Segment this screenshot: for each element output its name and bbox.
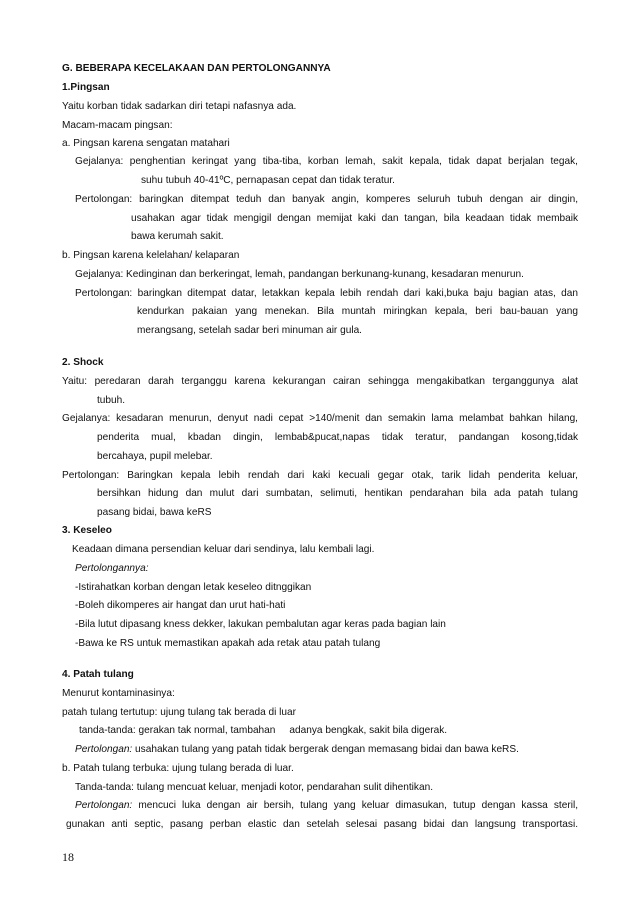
text-line: gunakan anti septic, pasang perban elastic dan setelah selesai pasang bidai dan langsung transportasi.: [66, 819, 578, 830]
list-item: -Bawa ke RS untuk memastikan apakah ada retak atau patah tulang: [75, 638, 381, 649]
text-line: tanda-tanda: gerakan tak normal, tambahan adanya bengkak, sakit bila digerak.: [79, 725, 448, 736]
text-line: usahakan agar tidak mengigil dengan memijat kaki dan tangan, bila keadaan tidak membaik: [131, 213, 578, 224]
list-item: -Bila lutut dipasang kness dekker, lakukan pembalutan agar keras pada bagian lain: [75, 619, 446, 630]
text-line: suhu tubuh 40-41ºC, pernapasan cepat dan tidak teratur.: [141, 175, 395, 186]
text-line: a. Pingsan karena sengatan matahari: [62, 138, 230, 149]
text-line: Keadaan dimana persendian keluar dari sendinya, lalu kembali lagi.: [72, 544, 375, 555]
text-line: Gejalanya: kesadaran menurun, denyut nadi cepat >140/menit dan semakin lama melambat bahkan hilang,: [62, 413, 578, 424]
text-line: Pertolongan: baringkan ditempat datar, letakkan kepala lebih rendah dari kaki,buka baju bagian atas, dan: [75, 288, 578, 299]
page-number: 18: [62, 850, 74, 864]
text-line: Pertolongan: Baringkan kepala lebih rendah dari kaki kecuali gegar otak, tarik lidah penderita keluar,: [62, 470, 578, 481]
text-line: [75, 743, 519, 756]
text-line: merangsang, setelah sadar beri minuman air gula.: [137, 325, 362, 336]
list-item: -Istirahatkan korban dengan letak keseleo ditnggikan: [75, 582, 312, 593]
text-line: Gejalanya: Kedinginan dan berkeringat, lemah, pandangan berkunang-kunang, kesadaran menurun.: [75, 269, 524, 280]
heading-pingsan: 1.Pingsan: [62, 82, 110, 93]
pertolongan-label: Pertolongan:: [75, 800, 133, 811]
text-line: Yaitu: peredaran darah terganggu karena kekurangan cairan sehingga mengakibatkan terganggunya alat: [62, 376, 578, 387]
text-line: Pertolongan: baringkan ditempat teduh dan banyak angin, komperes seluruh tubuh dengan air dingin,: [75, 194, 578, 205]
pertolongan-text: mencuci luka dengan air bersih, tulang yang keluar dimasukan, tutup dengan kassa steril,: [132, 800, 578, 811]
heading-keseleo: 3. Keseleo: [62, 525, 112, 536]
text-line: tubuh.: [97, 395, 126, 406]
text-line: b. Patah tulang terbuka: ujung tulang berada di luar.: [62, 763, 294, 774]
pertolongan-label: Pertolongan:: [75, 744, 133, 755]
text-line: Gejalanya: penghentian keringat yang tiba-tiba, korban lemah, sakit kepala, tidak dapat berjalan tegak,: [75, 156, 578, 167]
text-line: patah tulang tertutup: ujung tulang tak berada di luar: [62, 707, 297, 718]
text-line: bawa kerumah sakit.: [131, 231, 224, 242]
list-item: -Boleh dikomperes air hangat dan urut hati-hati: [75, 600, 286, 611]
text-line: bersihkan hidung dan mulut dari sumbatan, selimuti, hentikan pendarahan bila ada patah tulang: [97, 488, 578, 499]
text-line: penderita mual, kbadan dingin, lembab&pucat,napas tidak teratur, pandangan kosong,tidak: [97, 432, 578, 443]
heading-patah-tulang: 4. Patah tulang: [62, 669, 134, 680]
text-line: bercahaya, pupil melebar.: [97, 451, 213, 462]
section-title: G. BEBERAPA KECELAKAAN DAN PERTOLONGANNYA: [62, 63, 331, 74]
text-line: kendurkan pakaian yang menekan. Bila muntah miringkan kepala, beri bau-bauan yang: [137, 306, 578, 317]
text-line: Pertolongannya:: [75, 563, 149, 574]
text-line: Menurut kontaminasinya:: [62, 688, 175, 699]
text-line: Tanda-tanda: tulang mencuat keluar, menjadi kotor, pendarahan sulit dihentikan.: [75, 782, 434, 793]
text-line: [75, 799, 578, 812]
text-line: b. Pingsan karena kelelahan/ kelaparan: [62, 250, 240, 261]
text-line: Yaitu korban tidak sadarkan diri tetapi nafasnya ada.: [62, 101, 297, 112]
pertolongan-text: usahakan tulang yang patah tidak bergerak dengan memasang bidai dan bawa keRS.: [132, 744, 519, 755]
heading-shock: 2. Shock: [62, 357, 104, 368]
text-line: Macam-macam pingsan:: [62, 120, 173, 131]
text-line: pasang bidai, bawa keRS: [97, 507, 212, 518]
